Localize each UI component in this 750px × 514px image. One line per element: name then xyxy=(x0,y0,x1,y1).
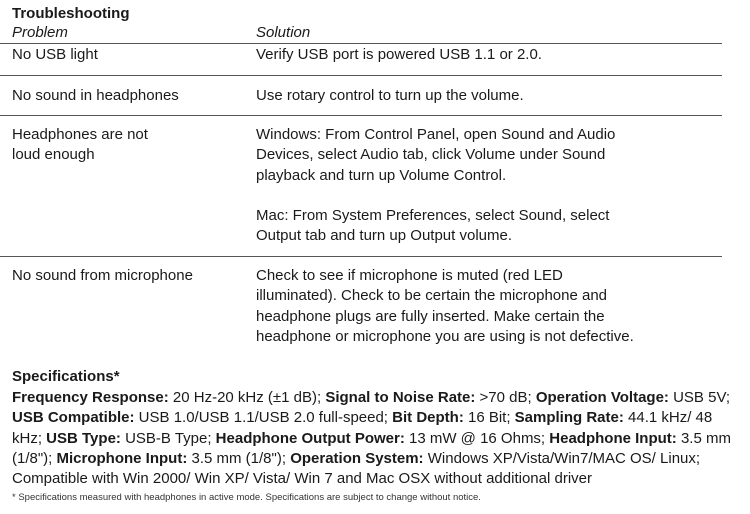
spec-label: USB Type: xyxy=(46,429,121,447)
spec-value: 20 Hz-20 kHz (±1 dB); xyxy=(168,389,326,406)
row-divider xyxy=(0,256,722,257)
specifications-footnote: * Specifications measured with headphones in active mode. Specifications are subject to change without notice. xyxy=(12,492,481,503)
spec-label: Frequency Response: xyxy=(12,389,169,406)
spec-label: Headphone Output Power: xyxy=(215,429,405,447)
problem-cell: Headphones are not loud enough xyxy=(12,126,148,164)
spec-value: 13 mW @ 16 Ohms; xyxy=(404,429,550,447)
problem-cell: No sound from microphone xyxy=(12,267,193,284)
solution-cell: Verify USB port is powered USB 1.1 or 2.0. xyxy=(256,46,542,63)
header-rule xyxy=(0,43,722,44)
spec-label: Operation System: xyxy=(290,449,424,467)
row-divider xyxy=(0,115,722,116)
spec-value: USB-B Type; xyxy=(120,429,216,447)
spec-label: Microphone Input: xyxy=(56,449,188,467)
solution-cell: Windows: From Control Panel, open Sound and Audio Devices, select Audio tab, click Volume under Sound playback and turn up Volume Control. Mac: From System Preferences, select Sound, select Output tab and turn up Output volume. xyxy=(256,126,616,245)
spec-label: Operation Voltage: xyxy=(535,389,669,406)
spec-value: 3.5 mm (1/8"); xyxy=(187,449,291,467)
spec-label: USB Compatible: xyxy=(12,409,135,427)
solution-cell: Use rotary control to turn up the volume. xyxy=(256,87,524,104)
spec-value: USB 1.0/USB 1.1/USB 2.0 full-speed; xyxy=(134,409,393,427)
spec-value: 3.5 mm (1/8"); xyxy=(12,429,731,467)
spec-value: Windows XP/Vista/Win7/MAC OS/ Linux; Compatible with Win 2000/ Win XP/ Vista/ Win 7 and Mac OSX without additional driver xyxy=(12,449,701,488)
column-header-problem: Problem xyxy=(12,24,68,41)
spec-label: Signal to Noise Rate: xyxy=(325,389,476,406)
spec-label: Bit Depth: xyxy=(392,409,464,427)
column-header-solution: Solution xyxy=(256,24,311,41)
spec-value: >70 dB; xyxy=(475,389,536,406)
spec-value: 16 Bit; xyxy=(463,409,515,427)
specifications-body xyxy=(12,388,740,489)
spec-value: USB 5V; xyxy=(668,389,731,406)
specifications-title: Specifications* xyxy=(12,368,120,385)
spec-label: Sampling Rate: xyxy=(514,409,624,427)
spec-value: 44.1 kHz/ 48 kHz; xyxy=(12,409,713,447)
troubleshooting-title: Troubleshooting xyxy=(12,5,130,22)
problem-cell: No USB light xyxy=(12,46,98,63)
row-divider xyxy=(0,75,722,76)
solution-cell: Check to see if microphone is muted (red LED illuminated). Check to be certain the microphone and headphone plugs are fully inserted. Make certain the headphone or microphone you are using is not defective. xyxy=(256,267,634,345)
problem-cell: No sound in headphones xyxy=(12,87,179,104)
spec-label: Headphone Input: xyxy=(549,429,677,447)
